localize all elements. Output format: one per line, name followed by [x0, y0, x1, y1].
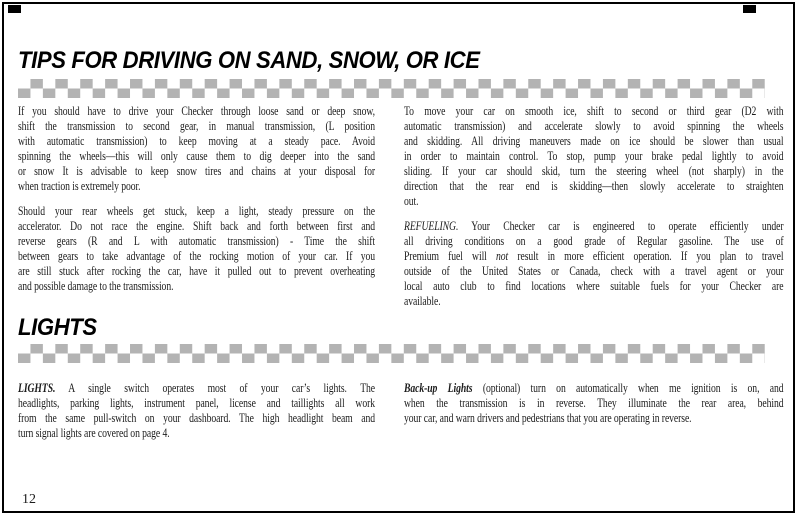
text-line: shift the transmission to second gear, in manual transmission, (L position: [18, 119, 375, 133]
text-line: available.: [404, 294, 441, 308]
text-line: from the same pull-switch on your dashboard. The high headlight beam and: [18, 411, 375, 425]
text-line: all driving conditions on a good grade of Regular gasoline. The use of: [404, 234, 784, 248]
text-line: your car, and warn drivers and pedestrians that you are operating in reverse.: [404, 411, 692, 425]
text-line: when the transmission is in reverse. They illuminate the rear area, behind: [404, 396, 784, 410]
paragraph: [404, 104, 784, 209]
checker-divider-band-lights: [18, 344, 765, 363]
text-line: turn signal lights are covered on page 4.: [18, 426, 170, 440]
text-line: outside of the United States or Canada, check with a travel agent or your: [404, 264, 784, 278]
scan-mark-top-left: [8, 5, 21, 13]
text-line: automatic transmission) and accelerate slowly to avoid spinning the wheels: [404, 119, 784, 133]
text-line: direction that the rear end is skidding—then slowly accelerate to straighten: [404, 179, 784, 193]
section-heading-lights: LIGHTS: [18, 314, 97, 341]
emphasized-text-run: LIGHTS.: [18, 381, 56, 395]
text-line: [404, 219, 784, 234]
text-run: (optional) turn on automatically when me ignition is on, and: [472, 381, 784, 395]
paragraph: [18, 381, 375, 441]
text-line: local auto club to find locations where suitable fuels for your Checker are: [404, 279, 784, 293]
text-line: sliding. If your car should skid, turn the steering wheel (not sharply) in the: [404, 164, 784, 178]
text-line: spinning the wheels—this will only cause them to dig deeper into the sand: [18, 149, 375, 163]
text-line: with automatic transmission) to keep moving at a steady pace. Avoid: [18, 134, 375, 148]
text-line: reverse gears (R and L with automatic transmission) - Time the shift: [18, 234, 375, 248]
text-line: out.: [404, 194, 419, 208]
lights-right-column: [404, 381, 784, 436]
text-run: Your Checker car is engineered to operate efficiently under: [458, 219, 784, 233]
paragraph: [404, 219, 784, 309]
section-heading-driving-tips: TIPS FOR DRIVING ON SAND, SNOW, OR ICE: [18, 47, 480, 74]
text-line: in order to maintain control. To stop, pump your brake pedal lightly to avoid: [404, 149, 784, 163]
emphasized-text-run: not: [496, 249, 509, 263]
paragraph: [404, 381, 784, 426]
text-line: [404, 249, 784, 264]
text-line: [18, 381, 375, 396]
paragraph: [18, 104, 375, 194]
driving-tips-left-column: [18, 104, 375, 304]
text-run: result in more efficient operation. If you plan to travel: [508, 249, 784, 263]
scan-mark-top-right: [743, 5, 756, 13]
checker-divider-band-top: [18, 79, 765, 98]
text-line: between gears to take advantage of the rocking motion of your car. If you: [18, 249, 375, 263]
text-run: A single switch operates most of your car’s lights. The: [55, 381, 375, 395]
lights-left-column: [18, 381, 375, 451]
driving-tips-right-column: [404, 104, 784, 319]
text-run: Premium fuel will: [404, 249, 497, 263]
text-line: and possible damage to the transmission.: [18, 279, 174, 293]
text-line: accelerator. Do not race the engine. Shift back and forth between first and: [18, 219, 375, 233]
text-line: and skidding. All driving maneuvers made on ice should be slower than usual: [404, 134, 784, 148]
text-line: when traction is extremely poor.: [18, 179, 141, 193]
emphasized-text-run: REFUELING.: [404, 219, 459, 233]
text-line: headlights, parking lights, instrument panel, license and taillights all work: [18, 396, 375, 410]
paragraph: [18, 204, 375, 294]
page-number: 12: [22, 492, 36, 507]
text-line: are still stuck after rocking the car, have it pulled out to prevent overheating: [18, 264, 375, 278]
emphasized-text-run: Back-up Lights: [404, 381, 473, 395]
text-line: Should your rear wheels get stuck, keep a light, steady pressure on the: [18, 204, 375, 218]
text-line: or snow It is advisable to keep snow tires and chains at your disposal for: [18, 164, 375, 178]
text-line: [404, 381, 784, 396]
text-line: If you should have to drive your Checker through loose sand or deep snow,: [18, 104, 375, 118]
text-line: To move your car on smooth ice, shift to second or third gear (D2 with: [404, 104, 784, 118]
